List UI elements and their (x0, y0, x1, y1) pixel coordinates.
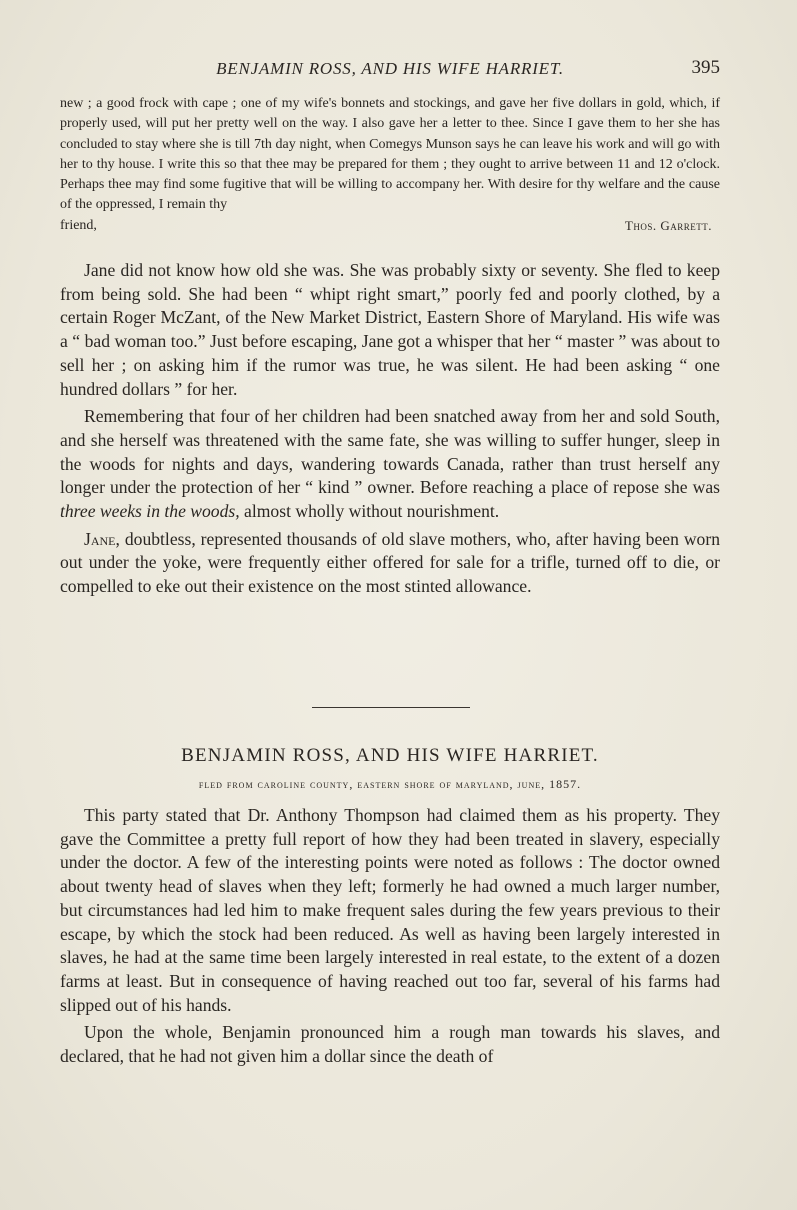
paragraph-text: doubtless, represented thousands of old slave mothers, who, after having been worn out under the yoke, were frequently either offered for sale for a trifle, turned off to die, or compelled to eke out their existence on the most stinted allowance. (60, 528, 720, 597)
section-heading: BENJAMIN ROSS, AND HIS WIFE HARRIET. (181, 745, 599, 766)
paragraph (60, 405, 720, 524)
ross-narrative (60, 804, 720, 1073)
paragraph-text: almost wholly without nourishment. (239, 501, 500, 522)
name-smallcaps: Jane, (84, 528, 120, 549)
letter-signoff (60, 216, 720, 236)
paragraph: Jane did not know how old she was. She was probably sixty or seventy. She fled to keep from being sold. She had been “ whipt right smart,” poorly fed and poorly clothed, by a certain Roger McZant, of the New Market District, Eastern Shore of Maryland. His wife was a “ bad woman too.” Just before escaping, Jane got a whisper that her “ master ” was about to sell her ; on asking him if the rumor was true, he was silent. He had been asking “ one hundred dollars ” for her. (60, 260, 720, 399)
section-divider (312, 707, 470, 708)
running-head (60, 57, 720, 83)
letter-excerpt (60, 94, 720, 236)
page-number: 395 (691, 57, 720, 78)
letter-text: new ; a good frock with cape ; one of my wife's bonnets and stockings, and gave her five dollars in gold, which, if properly used, will put her pretty well on the way. I also gave her a letter to thee. Since I gave them to her she has concluded to stay where she is till 7th day night, when Comegys Munson says he can leave his work and will go with her to thy house. I write this so that thee may be prepared for them ; they ought to arrive between 11 and 12 o'clock. Perhaps thee may find some fugitive that will be willing to accompany her. With desire for thy welfare and the cause of the oppressed, I remain thy (60, 96, 720, 213)
paragraph (60, 528, 720, 599)
italic-phrase: three weeks in the woods, (60, 501, 240, 522)
section-subheading: fled from caroline county, eastern shore of maryland, june, 1857. (198, 777, 582, 791)
paragraph-text: Remembering that four of her children had been snatched away from her and sold South, and she herself was threatened with the same fate, she was willing to suffer hunger, sleep in the woods for nights and days, wandering towards Canada, rather than trust herself any longer under the protection of her “ kind ” owner. Before reaching a place of repose she was (60, 406, 720, 498)
letter-closing: friend, (60, 217, 97, 233)
running-title: BENJAMIN ROSS, AND HIS WIFE HARRIET. (216, 59, 564, 78)
paragraph: Upon the whole, Benjamin pronounced him a rough man towards his slaves, and declared, that he had not given him a dollar since the death of (60, 1022, 720, 1067)
paragraph: This party stated that Dr. Anthony Thompson had claimed them as his property. They gave the Committee a pretty full report of how they had been treated in slavery, especially under the doctor. A few of the interesting points were noted as follows : The doctor owned about twenty head of slaves when they left; formerly he had owned a much larger number, but circumstances had led him to make frequent sales during the few years previous to their escape, by which the stock had been reduced. As well as having been largely interested in slaves, he had at the same time been largely interested in real estate, to the extent of a dozen farms at least. But in consequence of having reached out too far, several of his farms had slipped out of his hands. (60, 805, 720, 1015)
letter-signature: Thos. Garrett. (624, 217, 712, 233)
jane-narrative (60, 259, 720, 603)
